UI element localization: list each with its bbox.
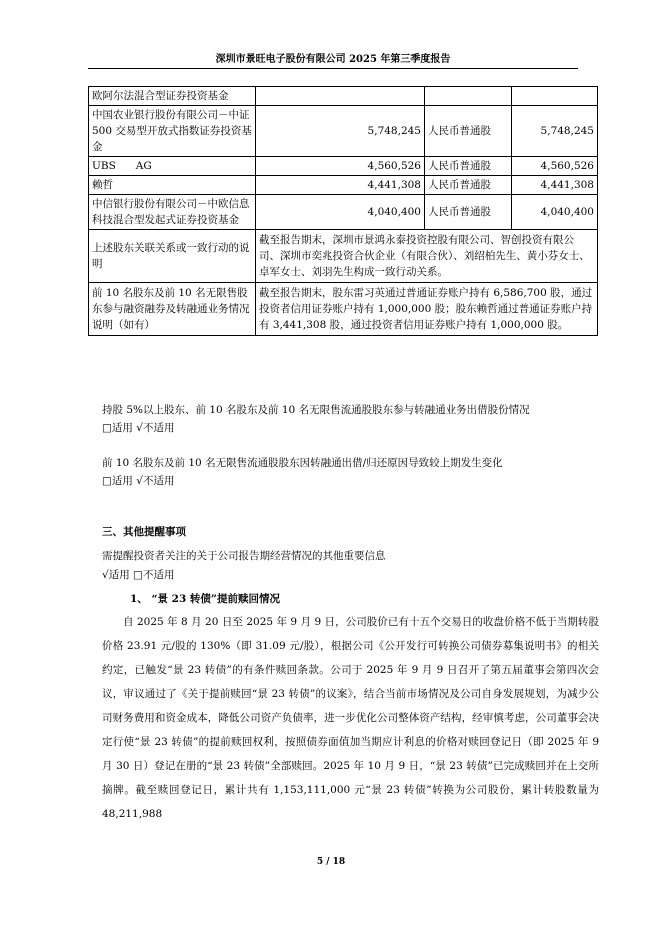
margin-trading-label: 前 10 名股东及前 10 名无限售股东参与融资融券及转融通业务情况说明（如有）: [89, 283, 256, 336]
holder-name: 欧阿尔法混合型证券投资基金: [89, 87, 256, 106]
share-type: 人民币普通股: [425, 106, 512, 157]
share-amount: [512, 87, 598, 106]
related-parties-text: 截至报告期末，深圳市景鸿永泰投资控股有限公司、智创投资有限公司、深圳市奕兆投资合伙企业（有限合伙）、刘绍柏先生、黄小芬女士、卓军女士、刘羽先生构成一致行动关系。: [256, 230, 598, 283]
lending-options: □适用 √不适用: [102, 422, 175, 434]
holder-shares: 5,748,245: [256, 106, 425, 157]
redemption-paragraph: 自 2025 年 8 月 20 日至 2025 年 9 月 9 日，公司股价已有十五个交易日的收盘价格不低于当期转股价格 23.91 元/股的 130%（即 31.09 元/股），根据公司《公开发行可转换公司债券募集说明书》的相关约定，已触发“景 23 转债”的有条件赎回条款。公司于 2025 年 9 月 9 日召开了第五届董事会第四次会议，审议通过了《关于提前赎回“景 23 转债”的议案》，结合当前市场情况及公司自身发展规划，为减少公司财务费用和资金成本，降低公司资产负债率，进一步优化公司整体资产结构，经审慎考虑，公司董事会决定行使“景 23 转债”的提前赎回权利，按照债券面值加当期应计利息的价格对赎回登记日（即 2025 年 9 月 30 日）登记在册的“景 23 转债”全部赎回。2025 年 10 月 9 日，“景 23 转债”已完成赎回并在上交所摘牌。截至赎回登记日，累计共有 1,153,111,000 元“景 23 转债”转换为公司股份，累计转股数量为 48,211,988: [102, 616, 599, 820]
table-row: [89, 195, 598, 230]
section-heading: 三、其他提醒事项: [102, 526, 186, 538]
table-row: [89, 106, 598, 157]
holder-shares: 4,441,308: [256, 176, 425, 195]
table-row: [89, 87, 598, 106]
change-title: 前 10 名股东及前 10 名无限售流通股股东因转融通出借/归还原因导致较上期发生变化: [102, 457, 503, 469]
share-type: 人民币普通股: [425, 157, 512, 176]
related-parties-label: 上述股东关联关系或一致行动的说明: [89, 230, 256, 283]
margin-trading-text: 截至报告期末，股东雷习英通过普通证券账户持有 6,586,700 股，通过投资者信用证券账户持有 1,000,000 股；股东赖哲通过普通证券账户持有 3,441,308 股，通过投资者信用证券账户持有 1,000,000 股。: [256, 283, 598, 336]
holder-name: 赖哲: [89, 176, 256, 195]
share-amount: 5,748,245: [512, 106, 598, 157]
share-amount: 4,040,400: [512, 195, 598, 230]
share-type: 人民币普通股: [425, 176, 512, 195]
page-header: 深圳市景旺电子股份有限公司 2025 年第三季度报告: [88, 50, 578, 69]
share-type: 人民币普通股: [425, 195, 512, 230]
change-options: □适用 √不适用: [102, 475, 175, 487]
sub-heading: 1、 “景 23 转债”提前赎回情况: [130, 593, 280, 605]
holder-name: 中国农业银行股份有限公司－中证 500 交易型开放式指数证券投资基金: [89, 106, 256, 157]
holder-shares: [256, 87, 425, 106]
section-intro: 需提醒投资者关注的关于公司报告期经营情况的其他重要信息: [102, 550, 386, 562]
table-row: [89, 176, 598, 195]
holder-name: UBS AG: [89, 157, 256, 176]
related-parties-row: [89, 230, 598, 283]
share-type: [425, 87, 512, 106]
page-number: 5 / 18: [316, 857, 346, 867]
share-amount: 4,560,526: [512, 157, 598, 176]
margin-trading-row: [89, 283, 598, 336]
holder-name: 中信银行股份有限公司－中欧信息科技混合型发起式证券投资基金: [89, 195, 256, 230]
section-options: √适用 □不适用: [102, 569, 175, 581]
lending-title: 持股 5%以上股东、前 10 名股东及前 10 名无限售流通股股东参与转融通业务出借股份情况: [102, 404, 530, 416]
shareholder-table: [88, 86, 598, 336]
holder-shares: 4,040,400: [256, 195, 425, 230]
table-row: [89, 157, 598, 176]
holder-shares: 4,560,526: [256, 157, 425, 176]
share-amount: 4,441,308: [512, 176, 598, 195]
